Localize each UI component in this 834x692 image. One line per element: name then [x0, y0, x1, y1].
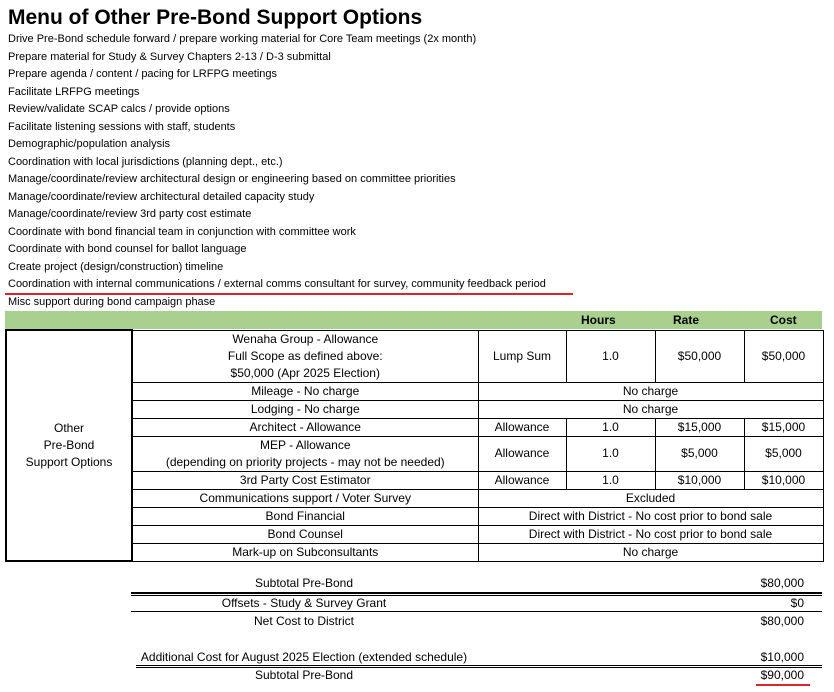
- markup-desc: Mark-up on Subconsultants: [132, 543, 478, 561]
- list-item: Coordinate with bond counsel for ballot language: [8, 243, 247, 255]
- divider: [131, 592, 822, 594]
- list-item: Coordination with local jurisdictions (planning dept., etc.): [8, 155, 283, 168]
- architect-hours: 1.0: [566, 418, 655, 436]
- additional-value: $10,000: [760, 650, 804, 664]
- architect-basis: Allowance: [478, 418, 566, 436]
- list-item: Create project (design/construction) timeline: [8, 260, 224, 273]
- offsets-value: $0: [790, 596, 804, 610]
- mep-cost: $5,000: [744, 436, 823, 471]
- list-item: Review/validate SCAP calcs / provide options: [8, 103, 230, 115]
- table-row: [6, 330, 823, 382]
- list-item: Drive Pre-Bond schedule forward / prepare working material for Core Team meetings (2x month): [8, 33, 477, 45]
- subtotal-label: Subtotal Pre-Bond: [254, 576, 354, 590]
- list-item: Coordinate with bond financial team in conjunction with committee work: [8, 225, 356, 238]
- estimator-basis: Allowance: [478, 471, 566, 489]
- list-item-highlighted: Coordination with internal communications / external comms consultant for survey, community feedback period: [8, 278, 546, 290]
- list-item: Manage/coordinate/review architectural design or engineering based on committee priorities: [8, 173, 456, 185]
- support-options-list: [8, 31, 828, 311]
- architect-desc: Architect - Allowance: [132, 418, 478, 436]
- net-value: $80,000: [760, 614, 804, 628]
- estimator-rate: $10,000: [655, 471, 744, 489]
- cost-table: [5, 329, 824, 562]
- architect-rate: $15,000: [655, 418, 744, 436]
- architect-cost: $15,000: [744, 418, 823, 436]
- list-item: Manage/coordinate/review 3rd party cost estimate: [8, 208, 252, 220]
- mep-basis: Allowance: [478, 436, 566, 471]
- estimator-cost: $10,000: [744, 471, 823, 489]
- financial-desc: Bond Financial: [132, 507, 478, 525]
- mileage-desc: Mileage - No charge: [132, 382, 478, 400]
- subtotal2-value: $90,000: [760, 668, 804, 682]
- counsel-desc: Bond Counsel: [132, 525, 478, 543]
- mep-rate: $5,000: [655, 436, 744, 471]
- estimator-desc: 3rd Party Cost Estimator: [132, 471, 478, 489]
- red-underline: [756, 684, 810, 686]
- lodging-desc: Lodging - No charge: [132, 400, 478, 418]
- wenaha-rate: $50,000: [655, 330, 744, 382]
- net-label: Net Cost to District: [253, 614, 355, 628]
- lodging-note: No charge: [478, 400, 823, 418]
- additional-label: Additional Cost for August 2025 Election (extended schedule): [140, 650, 468, 664]
- list-item: Facilitate listening sessions with staff, students: [8, 120, 236, 133]
- list-item: Prepare material for Study & Survey Chapters 2-13 / D-3 submittal: [8, 50, 331, 63]
- offsets-label: Offsets - Study & Survey Grant: [221, 596, 387, 610]
- mep-hours: 1.0: [566, 436, 655, 471]
- wenaha-hours: 1.0: [566, 330, 655, 382]
- counsel-note: Direct with District - No cost prior to bond sale: [478, 525, 823, 543]
- table-header-bar: [5, 311, 822, 329]
- list-item: Manage/coordinate/review architectural detailed capacity study: [8, 190, 315, 203]
- subtotal-value: $80,000: [760, 576, 804, 590]
- mep-desc: MEP - Allowance (depending on priority projects - may not be needed): [132, 436, 478, 471]
- markup-note: No charge: [478, 543, 823, 561]
- red-underline: [5, 293, 573, 295]
- list-item: Facilitate LRFPG meetings: [8, 85, 140, 98]
- wenaha-basis: Lump Sum: [478, 330, 566, 382]
- mileage-note: No charge: [478, 382, 823, 400]
- list-item: Prepare agenda / content / pacing for LRFPG meetings: [8, 68, 278, 80]
- estimator-hours: 1.0: [566, 471, 655, 489]
- financial-note: Direct with District - No cost prior to bond sale: [478, 507, 823, 525]
- comms-desc: Communications support / Voter Survey: [132, 489, 478, 507]
- header-rate: Rate: [673, 313, 700, 327]
- wenaha-desc: Wenaha Group - Allowance Full Scope as defined above: $50,000 (Apr 2025 Election): [132, 330, 478, 382]
- group-label-cell: Other Pre-Bond Support Options: [6, 330, 132, 561]
- list-item: Demographic/population analysis: [8, 138, 171, 150]
- page-title: Menu of Other Pre-Bond Support Options: [8, 6, 423, 29]
- header-cost: Cost: [770, 313, 797, 327]
- wenaha-cost: $50,000: [744, 330, 823, 382]
- divider: [136, 665, 822, 666]
- list-item: Misc support during bond campaign phase: [8, 295, 216, 308]
- header-hours: Hours: [581, 313, 616, 327]
- subtotal2-label: Subtotal Pre-Bond: [254, 668, 354, 682]
- comms-note: Excluded: [478, 489, 823, 507]
- divider: [131, 611, 822, 612]
